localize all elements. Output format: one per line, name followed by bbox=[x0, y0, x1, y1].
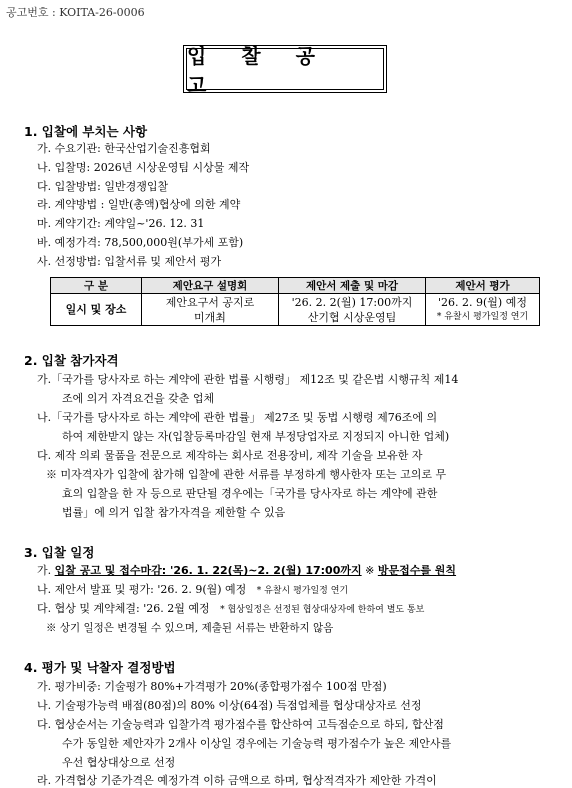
table-header-cell: 구 분 bbox=[51, 278, 142, 294]
s2-line: 법률」에 의거 입찰 참가자격을 제한할 수 있음 bbox=[62, 506, 286, 519]
table-header-row bbox=[51, 278, 540, 294]
s3-ga-emphasis: 방문접수를 원칙 bbox=[377, 564, 457, 577]
s3-na-main: 나. 제안서 발표 및 평가: '26. 2. 9(월) 예정 bbox=[37, 583, 247, 596]
s3-note: ※ 상기 일정은 변경될 수 있으며, 제출된 서류는 반환하지 않음 bbox=[46, 622, 334, 634]
reference-mark: ※ bbox=[365, 564, 375, 577]
page-title: 입 찰 공 고 bbox=[186, 48, 384, 90]
s1-item: 다. 입찰방법: 일반경쟁입찰 bbox=[37, 180, 169, 193]
notice-number: 공고번호 : KOITA-26-0006 bbox=[6, 6, 145, 19]
s3-da-main: 다. 협상 및 계약체결: '26. 2월 예정 bbox=[37, 602, 210, 615]
cell-line: '26. 2. 2(월) 17:00까지 bbox=[291, 295, 413, 309]
table-header-cell: 제안서 제출 및 마감 bbox=[279, 278, 426, 294]
s1-item: 가. 수요기관: 한국산업기술진흥협회 bbox=[37, 142, 211, 155]
table-cell bbox=[426, 294, 540, 326]
table-cell bbox=[142, 294, 279, 326]
s4-line: 가. 평가비중: 기술평가 80%+가격평가 20%(종합평가점수 100점 만점) bbox=[37, 680, 387, 693]
s1-item: 사. 선정방법: 입찰서류 및 제안서 평가 bbox=[37, 255, 222, 268]
s2-line: 효의 입찰을 한 자 등으로 판단될 경우에는「국가를 당사자로 하는 계약에 관한 bbox=[62, 487, 438, 500]
section-4-heading: 4. 평가 및 낙찰자 결정방법 bbox=[24, 660, 176, 675]
cell-line: '26. 2. 9(월) 예정 bbox=[438, 295, 527, 309]
cell-line: 제안요구서 공지로 bbox=[165, 295, 255, 309]
cell-line: * 유찰시 평가일정 연기 bbox=[436, 311, 529, 322]
section-3-heading: 3. 입찰 일정 bbox=[24, 545, 95, 560]
s2-note: ※ 미자격자가 입찰에 참가해 입찰에 관한 서류를 부정하게 행사한자 또는 고의로 무 bbox=[46, 468, 447, 481]
table-row-label: 일시 및 장소 bbox=[51, 294, 142, 326]
s2-line: 다. 제작 의뢰 물품을 전문으로 제작하는 회사로 전용장비, 제작 기술을 보유한 자 bbox=[37, 449, 423, 462]
s4-line: 수가 동일한 제안자가 2개사 이상일 경우에는 기술능력 평가점수가 높은 제안사를 bbox=[62, 737, 452, 750]
s3-item bbox=[37, 583, 348, 598]
s3-ga-prefix: 가. bbox=[37, 564, 52, 577]
s4-line: 나. 기술평가능력 배점(80점)의 80% 이상(64점) 득점업체를 협상대상자로 선정 bbox=[37, 699, 422, 712]
s1-item: 바. 예정가격: 78,500,000원(부가세 포함) bbox=[37, 236, 244, 249]
s1-item: 나. 입찰명: 2026년 시상운영팀 시상물 제작 bbox=[37, 161, 250, 174]
table-header-cell: 제안요구 설명회 bbox=[142, 278, 279, 294]
s2-line: 나.「국가를 당사자로 하는 계약에 관한 법률」 제27조 및 동법 시행령 제76조에 의 bbox=[37, 411, 438, 424]
table-header-cell: 제안서 평가 bbox=[426, 278, 540, 294]
s3-item bbox=[37, 564, 456, 578]
s2-line: 조에 의거 자격요건을 갖춘 업체 bbox=[62, 392, 215, 405]
s3-item bbox=[37, 602, 424, 617]
s2-line: 하여 제한받지 않는 자(입찰등록마감일 현재 부정당업자로 지정되지 아니한 업체) bbox=[62, 430, 450, 443]
s2-line: 가.「국가를 당사자로 하는 계약에 관한 법률 시행령」 제12조 및 같은법 시행규칙 제14 bbox=[37, 373, 459, 386]
s1-item: 라. 계약방법 : 일반(총액)협상에 의한 계약 bbox=[37, 198, 241, 211]
cell-line: 미개최 bbox=[194, 310, 226, 324]
section-2-heading: 2. 입찰 참가자격 bbox=[24, 353, 119, 368]
s3-ga-schedule: 입찰 공고 및 접수마감: '26. 1. 22(목)~2. 2(월) 17:00까지 bbox=[54, 564, 362, 577]
table-cell bbox=[279, 294, 426, 326]
s4-line: 다. 협상순서는 기술능력과 입찰가격 평가점수를 합산하여 고득점순으로 하되, 합산점 bbox=[37, 718, 444, 731]
s4-line: 라. 가격협상 기준가격은 예정가격 이하 금액으로 하며, 협상적격자가 제안한 가격이 bbox=[37, 774, 437, 787]
s4-line: 우선 협상대상으로 선정 bbox=[62, 756, 176, 769]
section-1-heading: 1. 입찰에 부치는 사항 bbox=[24, 124, 148, 139]
s3-da-note: * 협상일정은 선정된 협상대상자에 한하여 별도 통보 bbox=[220, 605, 425, 615]
s3-na-note: * 유찰시 평가일정 연기 bbox=[256, 586, 349, 596]
schedule-table bbox=[50, 277, 540, 326]
table-row bbox=[51, 294, 540, 326]
cell-line: 산기협 시상운영팀 bbox=[307, 310, 397, 324]
s1-item: 마. 계약기간: 계약일~'26. 12. 31 bbox=[37, 217, 205, 230]
